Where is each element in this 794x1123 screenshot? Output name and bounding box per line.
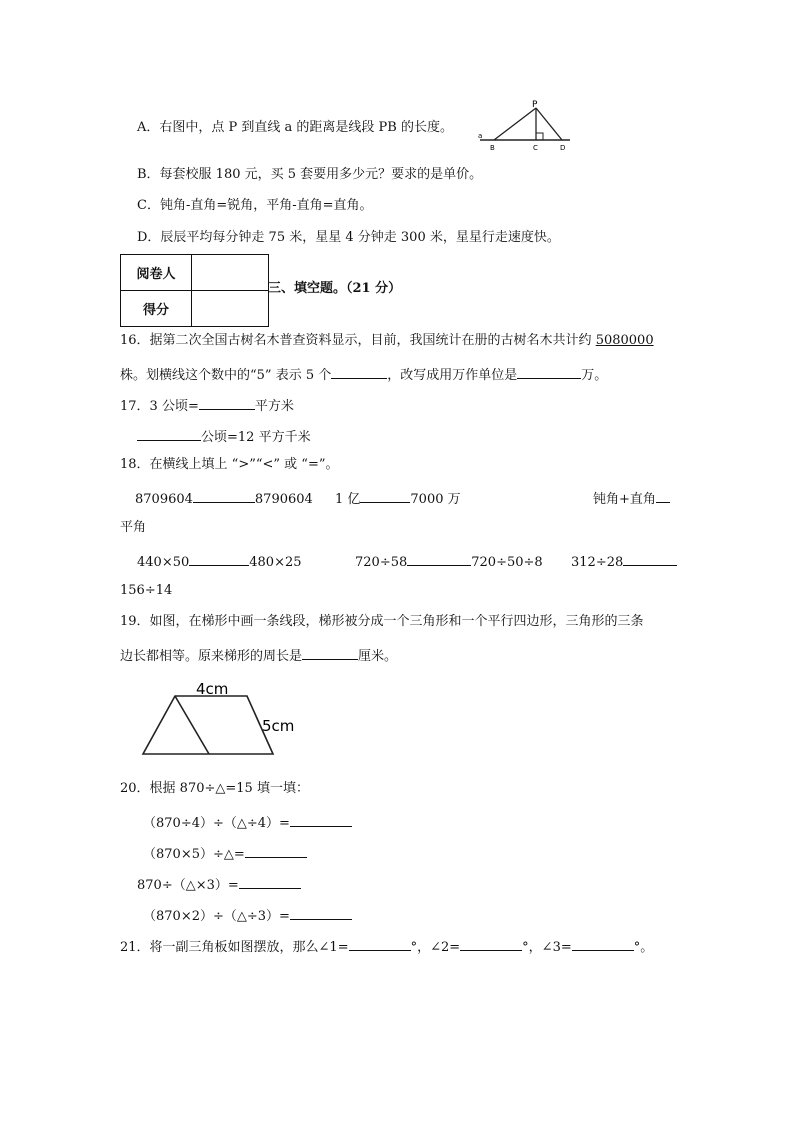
- label-d: D: [560, 144, 566, 152]
- score-table: [120, 254, 269, 327]
- q21-line: 21．将一副三角板如图摆放，那么∠1= °，∠2= °，∠3= °。: [120, 937, 653, 956]
- q16-number: 5080000: [595, 333, 654, 348]
- option-b: B．每套校服 180 元，买 5 套要用多少元？要求的是单价。: [137, 167, 483, 182]
- q20-blank4[interactable]: [290, 906, 352, 920]
- reviewer-label: 阅卷人: [121, 255, 192, 291]
- q17-line1: 17．3 公顷= 平方米: [120, 396, 294, 415]
- q18-blank1[interactable]: [193, 489, 255, 503]
- q18-cmp4: 440×50 480×25: [137, 552, 302, 571]
- q16-line1: 16．据第二次全国古树名木普查资料显示，目前，我国统计在册的古树名木共计约 5080000: [120, 333, 654, 348]
- q20-expr1: （870÷4）÷（△÷4）=: [143, 813, 352, 832]
- q18-blank6[interactable]: [623, 552, 677, 566]
- option-a: A．右图中，点 P 到直线 a 的距离是线段 PB 的长度。: [137, 120, 453, 135]
- q19-blank[interactable]: [302, 646, 358, 660]
- q21-blank1[interactable]: [349, 937, 411, 951]
- label-5cm: 5cm: [262, 717, 295, 735]
- q18-title: 18．在横线上填上 “>”“<” 或 “=”。: [120, 457, 339, 472]
- q17-blank2[interactable]: [137, 427, 201, 441]
- q21-blank2[interactable]: [460, 937, 522, 951]
- q16-line2: 株。划横线这个数中的“5” 表示 5 个 ，改写成用万作单位是 万。: [120, 365, 607, 384]
- q20-expr2: （870×5）÷△=: [143, 844, 307, 863]
- q20-blank2[interactable]: [245, 844, 307, 858]
- q18-cmp6-end: 156÷14: [120, 583, 173, 598]
- q18-cmp6: 312÷28: [571, 552, 677, 571]
- q21-blank3[interactable]: [572, 937, 634, 951]
- q20-title: 20．根据 870÷△=15 填一填：: [120, 781, 309, 796]
- option-c: C．钝角-直角=锐角，平角-直角=直角。: [137, 198, 373, 213]
- q16-blank2[interactable]: [517, 365, 581, 379]
- score-label: 得分: [121, 291, 192, 327]
- score-cell[interactable]: [192, 291, 269, 327]
- label-b: B: [490, 144, 495, 152]
- q16-blank1[interactable]: [331, 365, 387, 379]
- q18-cmp2: 1 亿 7000 万: [335, 489, 461, 508]
- q19-line2: 边长都相等。原来梯形的周长是 厘米。: [120, 646, 397, 665]
- label-a: a: [478, 132, 483, 140]
- option-d: D．辰辰平均每分钟走 75 米，星星 4 分钟走 300 米，星星行走速度快。: [137, 230, 560, 245]
- label-p: P: [532, 100, 538, 110]
- q18-cmp5: 720÷58 720÷50÷8: [355, 552, 543, 571]
- section-title: 三、填空题。（21 分）: [268, 281, 402, 296]
- q18-blank3[interactable]: [656, 489, 670, 503]
- q18-cmp3: 钝角+直角: [593, 489, 670, 508]
- reviewer-cell[interactable]: [192, 255, 269, 291]
- q20-blank1[interactable]: [290, 813, 352, 827]
- q17-blank1[interactable]: [199, 396, 255, 410]
- q18-blank5[interactable]: [407, 552, 471, 566]
- q20-blank3[interactable]: [239, 875, 301, 889]
- q18-cmp3-end: 平角: [120, 520, 147, 535]
- label-c: C: [533, 144, 538, 152]
- q19-line1: 19．如图，在梯形中画一条线段，梯形被分成一个三角形和一个平行四边形，三角形的三条: [120, 614, 644, 629]
- point-line-figure: [478, 100, 578, 152]
- q17-line2: 公顷=12 平方千米: [137, 427, 311, 446]
- q20-expr4: （870×2）÷（△÷3）=: [143, 906, 352, 925]
- q18-blank2[interactable]: [360, 489, 410, 503]
- trapezoid-figure: [135, 674, 305, 760]
- q18-blank4[interactable]: [189, 552, 249, 566]
- q18-cmp1: 8709604 8790604: [135, 489, 313, 508]
- label-4cm: 4cm: [196, 680, 229, 698]
- q20-expr3: 870÷（△×3）=: [137, 875, 301, 894]
